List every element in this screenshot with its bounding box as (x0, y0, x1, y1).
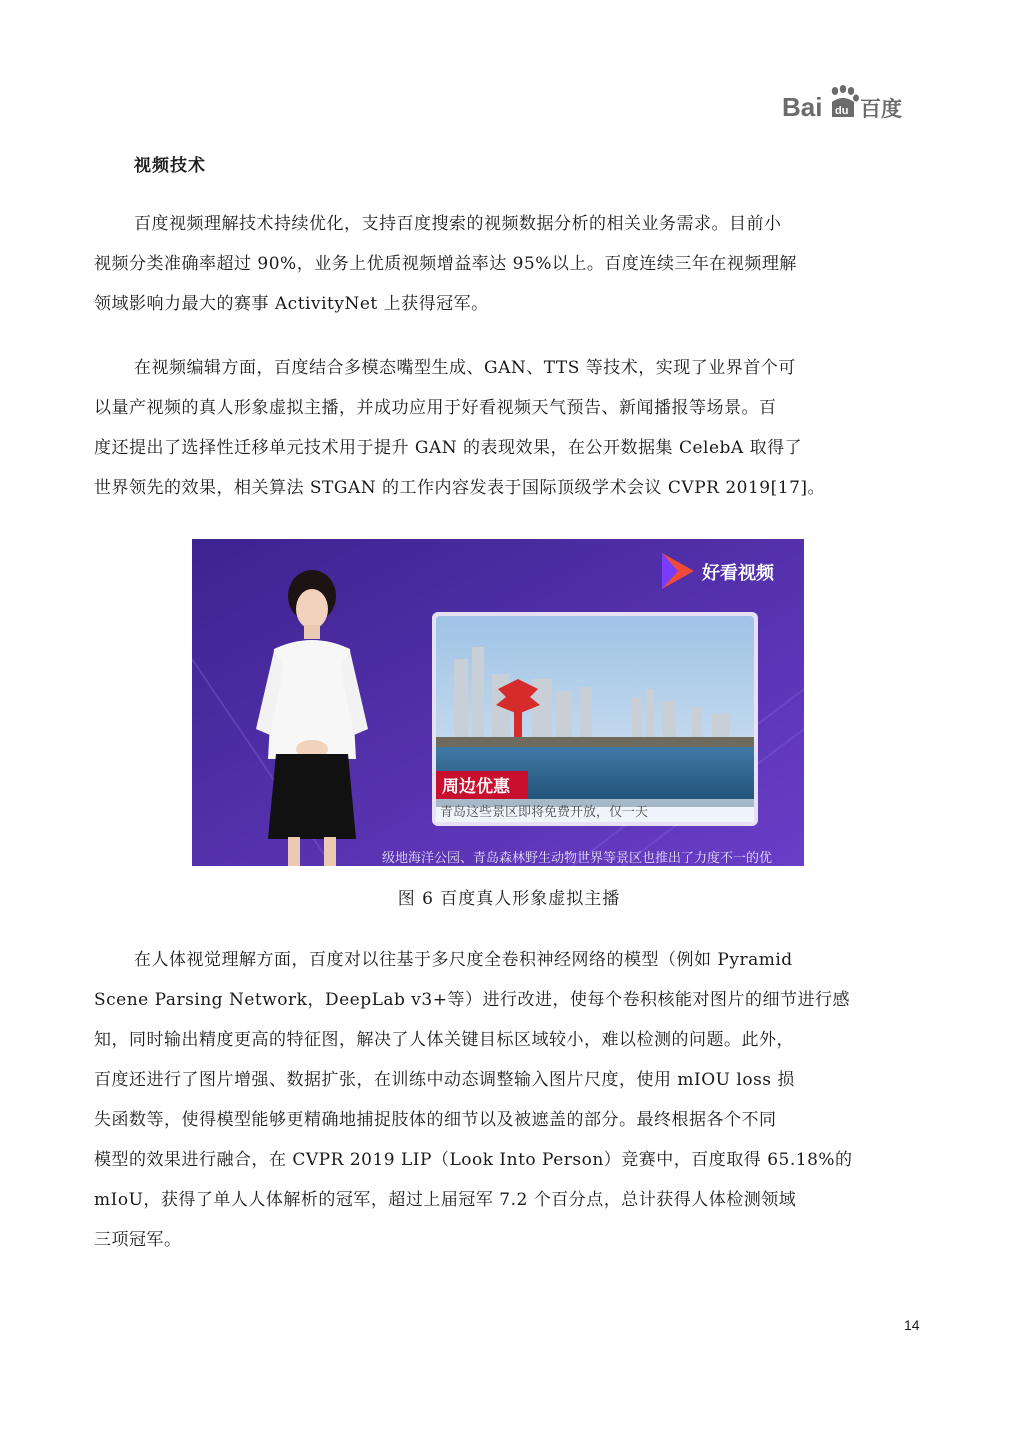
brand-text: 好看视频 (702, 563, 774, 584)
virtual-anchor-figure (192, 539, 804, 866)
paragraph-line: 百度还进行了图片增强、数据扩张，在训练中动态调整输入图片尺度，使用 mIOU loss 损 (94, 1070, 795, 1090)
paragraph-video-understanding (94, 204, 904, 324)
logo-cjk-text: 百度 (860, 97, 902, 121)
paragraph-line: 度还提出了选择性迁移单元技术用于提升 GAN 的表现效果，在公开数据集 CelebA 取得了 (94, 438, 803, 458)
paragraph-line: 视频分类准确率超过 90%，业务上优质视频增益率达 95%以上。百度连续三年在视频理解 (94, 254, 797, 274)
paragraph-line: 在视频编辑方面，百度结合多模态嘴型生成、GAN、TTS 等技术，实现了业界首个可 (134, 358, 796, 378)
paragraph-line: 模型的效果进行融合，在 CVPR 2019 LIP（Look Into Person）竞赛中，百度取得 65.18%的 (94, 1150, 853, 1170)
paragraph-line: 以量产视频的真人形象虚拟主播，并成功应用于好看视频天气预告、新闻播报等场景。百 (94, 398, 777, 418)
paragraph-human-parsing (94, 940, 904, 1260)
paragraph-line: Scene Parsing Network，DeepLab v3+等）进行改进，使每个卷积核能对图片的细节进行感 (94, 990, 850, 1010)
inset-tag-text: 周边优惠 (442, 777, 510, 797)
paragraph-line: 三项冠军。 (94, 1230, 182, 1250)
section-title: 视频技术 (134, 156, 206, 176)
ticker-text: 级地海洋公园、青岛森林野生动物世界等景区也推出了力度不一的优 (382, 851, 773, 866)
svg-text:du: du (835, 105, 849, 117)
paragraph-line: 在人体视觉理解方面，百度对以往基于多尺度全卷积神经网络的模型（例如 Pyramid (134, 950, 793, 970)
inset-subtitle-text: 青岛这些景区即将免费开放，仅一天 (440, 805, 649, 820)
paw-icon (832, 85, 859, 117)
inset-news-frame (432, 612, 758, 826)
paragraph-video-editing (94, 348, 904, 508)
logo-latin-text: Bai (782, 92, 823, 122)
paragraph-line: mIoU，获得了单人人体解析的冠军，超过上届冠军 7.2 个百分点，总计获得人体检测领域 (94, 1190, 797, 1210)
paragraph-line: 知，同时输出精度更高的特征图，解决了人体关键目标区域较小，难以检测的问题。此外， (94, 1030, 794, 1050)
paragraph-line: 百度视频理解技术持续优化，支持百度搜索的视频数据分析的相关业务需求。目前小 (134, 214, 782, 234)
page-number: 14 (904, 1317, 920, 1333)
paragraph-line: 领域影响力最大的赛事 ActivityNet 上获得冠军。 (94, 294, 489, 314)
figure-caption: 图 6 百度真人形象虚拟主播 (397, 889, 621, 909)
paragraph-line: 失函数等，使得模型能够更精确地捕捉肢体的细节以及被遮盖的部分。最终根据各个不同 (94, 1110, 777, 1130)
baidu-logo (782, 84, 904, 124)
paragraph-line: 世界领先的效果，相关算法 STGAN 的工作内容发表于国际顶级学术会议 CVPR 2019[17]。 (94, 478, 826, 498)
